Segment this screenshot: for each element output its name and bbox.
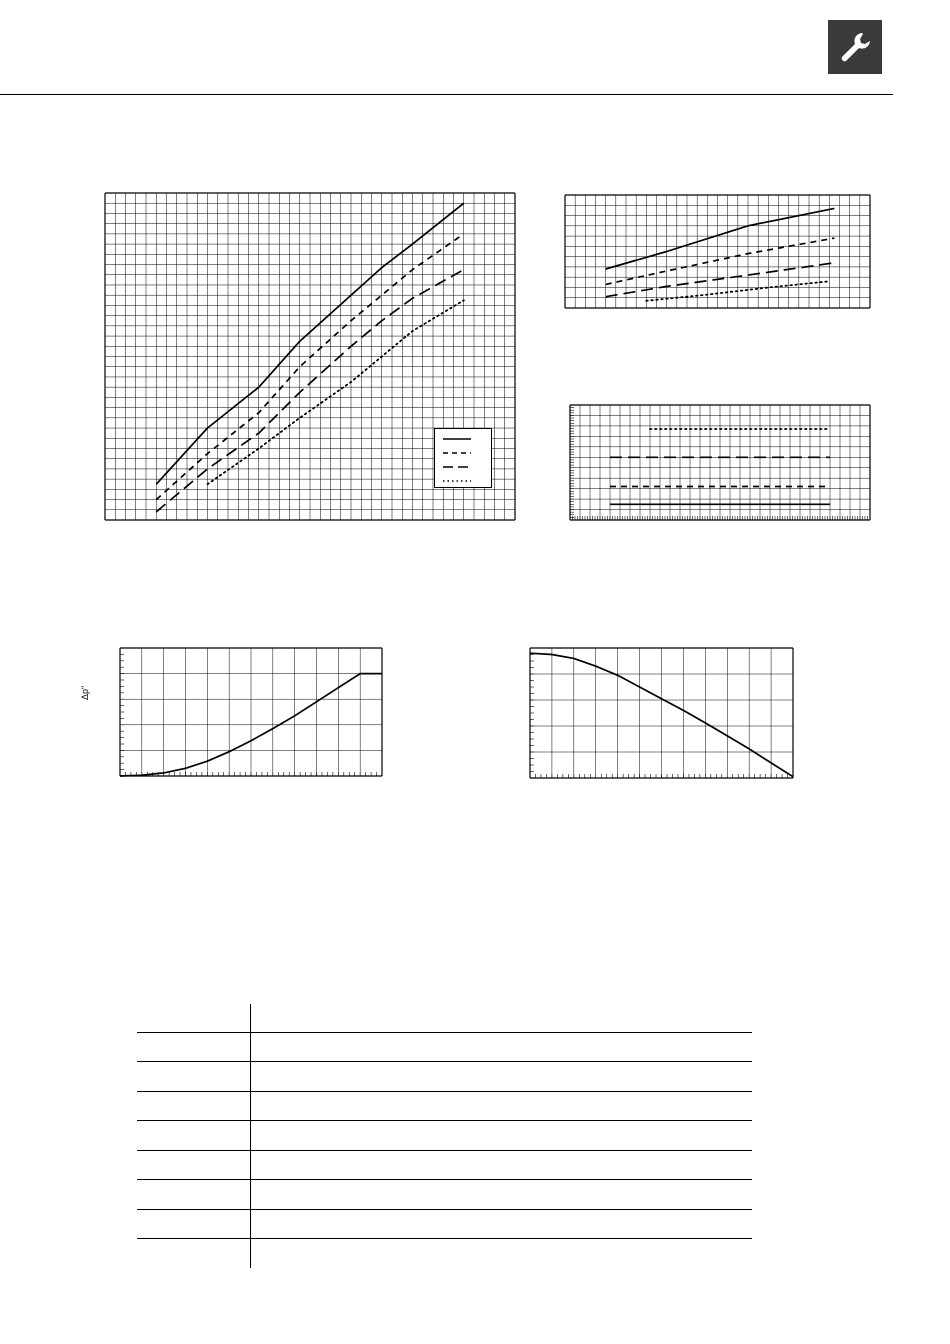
wrench-icon bbox=[836, 28, 874, 66]
table-row-rule bbox=[137, 1120, 752, 1121]
table-row-rule bbox=[137, 1091, 752, 1092]
table-row-rule bbox=[137, 1061, 752, 1062]
table-row-rule bbox=[137, 1150, 752, 1151]
series-line-solid bbox=[606, 208, 835, 269]
header-rule bbox=[0, 94, 893, 95]
series-line-dotted bbox=[208, 300, 464, 484]
chart-mid-right bbox=[570, 405, 870, 520]
table-row-rule bbox=[137, 1238, 752, 1239]
series-line-long-dash bbox=[606, 263, 835, 297]
chart-top-right bbox=[565, 195, 870, 308]
chart-bottom-left-ylabel: Δp" bbox=[80, 685, 90, 700]
table-row-rule bbox=[137, 1179, 752, 1180]
spec-table-divider bbox=[250, 1004, 251, 1268]
table-row-rule bbox=[137, 1032, 752, 1033]
chart-main-legend bbox=[434, 428, 492, 488]
chart-bottom-right bbox=[530, 648, 793, 778]
table-row-rule bbox=[137, 1209, 752, 1210]
tool-badge bbox=[828, 20, 882, 74]
chart-bottom-left bbox=[120, 648, 382, 776]
series-line-short-dash bbox=[606, 238, 835, 284]
